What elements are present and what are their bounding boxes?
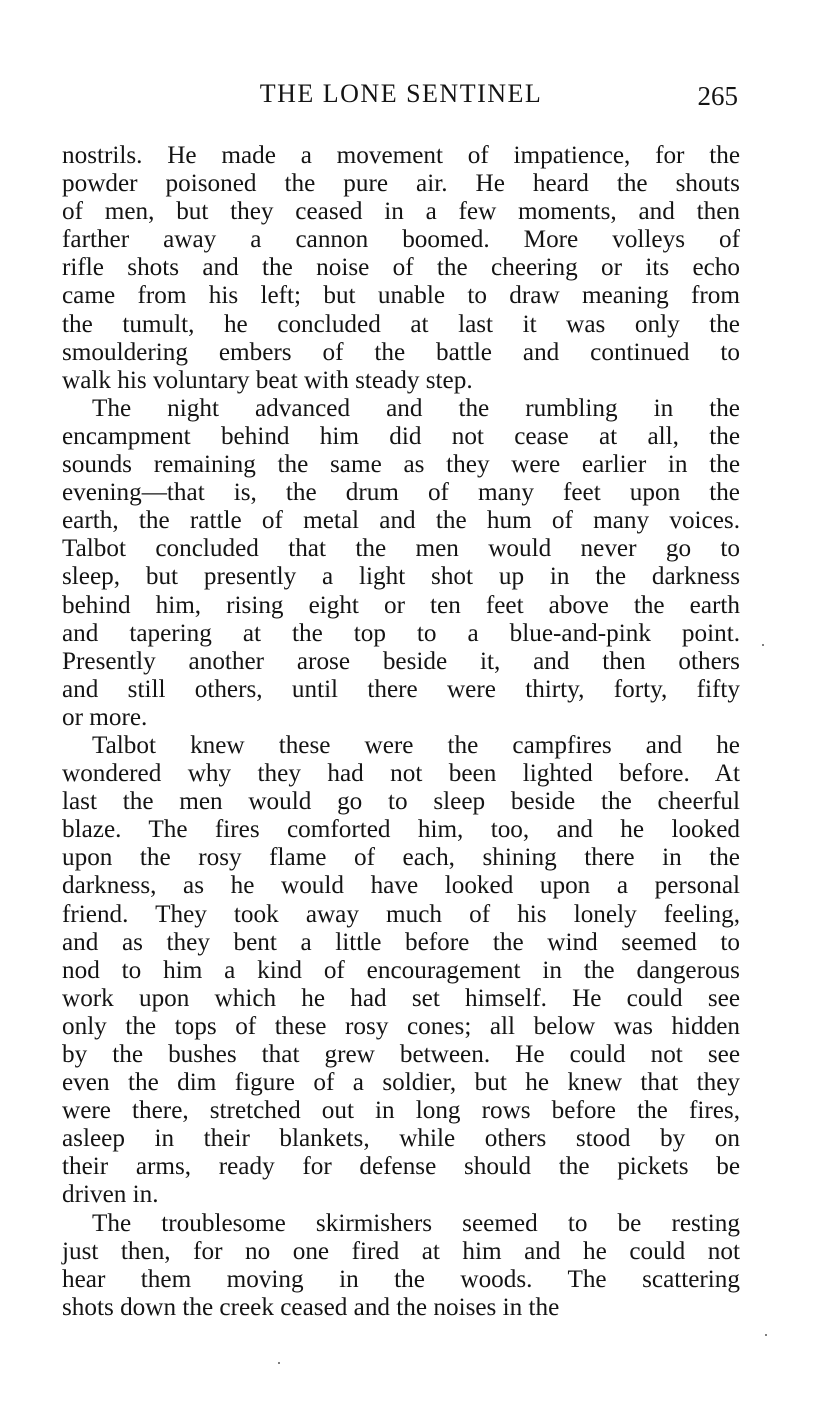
text-line: of men, but they ceased in a few moments, and then [62,198,740,226]
text-line: blaze. The fires comforted him, too, and he looked [62,816,740,844]
text-line: wondered why they had not been lighted before. At [62,760,740,788]
text-line: even the dim figure of a soldier, but he knew that they [62,1069,740,1097]
paragraph [62,732,740,1210]
text-line: and as they bent a little before the wind seemed to [62,928,740,956]
text-line: the tumult, he concluded at last it was only the [62,310,740,338]
text-line: by the bushes that grew between. He could not see [62,1041,740,1068]
paragraph [62,1210,740,1322]
text-line: only the tops of these rosy cones; all below was hidden [62,1012,740,1040]
text-line: The night advanced and the rumbling in the [92,394,740,422]
text-line: or more. [62,703,148,731]
text-line: and still others, until there were thirty, forty, fifty [62,675,740,703]
text-line: darkness, as he would have looked upon a personal [62,872,740,900]
text-line: were there, stretched out in long rows before the fires, [62,1097,740,1125]
text-line: came from his left; but unable to draw meaning from [62,282,740,310]
text-line: hear them moving in the woods. The scattering [62,1265,740,1293]
text-line: Presently another arose beside it, and then others [62,647,740,675]
text-line: and tapering at the top to a blue-and-pink point. [62,619,740,647]
text-line: walk his voluntary beat with steady step. [62,366,473,394]
text-line: their arms, ready for defense should the pickets be [62,1153,740,1181]
text-line: driven in. [62,1181,159,1209]
text-line: earth, the rattle of metal and the hum of many voices. [62,507,740,535]
text-line: work upon which he had set himself. He could see [62,984,740,1012]
text-line: farther away a cannon boomed. More volleys of [62,226,740,254]
running-header [62,76,740,112]
text-line: encampment behind him did not cease at all, the [62,422,740,450]
text-line: Talbot concluded that the men would never go to [62,535,740,563]
running-title: THE LONE SENTINEL [259,79,543,108]
print-speck [278,1362,280,1364]
text-line: nod to him a kind of encouragement in the dangerous [62,956,740,984]
text-line: Talbot knew these were the campfires and he [92,731,740,759]
text-line: asleep in their blankets, while others stood by on [62,1125,740,1153]
text-line: friend. They took away much of his lonely feeling, [62,900,740,928]
body-text [62,142,740,1322]
print-speck [762,644,764,646]
page-number: 265 [697,81,738,111]
text-line: smouldering embers of the battle and continued to [62,338,740,366]
text-line: last the men would go to sleep beside the cheerful [62,788,740,816]
text-line: The troublesome skirmishers seemed to be resting [92,1209,740,1237]
text-line: upon the rosy flame of each, shining there in the [62,844,740,872]
text-line: shots down the creek ceased and the noises in the [62,1293,560,1321]
text-line: sounds remaining the same as they were earlier in the [62,451,740,479]
text-line: evening—that is, the drum of many feet upon the [62,479,740,507]
text-line: just then, for no one fired at him and he could not [62,1237,740,1265]
paragraph [62,395,740,732]
text-line: rifle shots and the noise of the cheering or its echo [62,254,740,282]
print-speck [765,1334,767,1336]
text-line: nostrils. He made a movement of impatience, for the [62,142,740,169]
text-line: behind him, rising eight or ten feet above the earth [62,591,740,619]
paragraph [62,142,740,395]
text-line: powder poisoned the pure air. He heard the shouts [62,170,740,198]
text-line: sleep, but presently a light shot up in the darkness [62,563,740,591]
